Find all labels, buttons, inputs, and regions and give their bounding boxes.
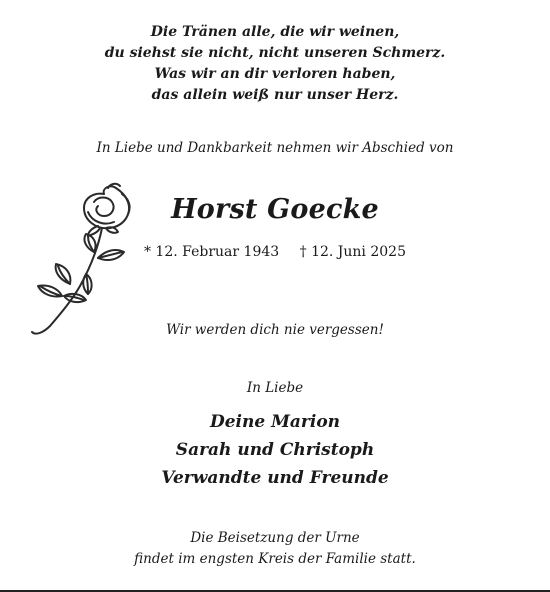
poem-line: du siehst sie nicht, nicht unseren Schmerz.	[104, 45, 446, 61]
life-dates	[0, 244, 550, 260]
mourner-line: Verwandte und Freunde	[161, 468, 389, 488]
poem-verse	[0, 22, 550, 106]
mourner-line: Sarah und Christoph	[175, 440, 375, 460]
deceased-name: Horst Goecke	[171, 194, 379, 225]
poem-line: Die Tränen alle, die wir weinen,	[150, 24, 400, 40]
birth-date: * 12. Februar 1943	[143, 244, 280, 260]
burial-line: Die Beisetzung der Urne	[190, 530, 360, 546]
burial-notice	[0, 528, 550, 570]
burial-line: findet im engsten Kreis der Familie statt.	[134, 551, 416, 567]
poem-line: Was wir an dir verloren haben,	[154, 66, 396, 82]
farewell-intro: In Liebe und Dankbarkeit nehmen wir Abschied von	[96, 140, 454, 156]
in-love-label: In Liebe	[246, 380, 304, 396]
poem-line: das allein weiß nur unser Herz.	[151, 87, 399, 103]
death-date: † 12. Juni 2025	[299, 244, 406, 260]
mourners-list	[0, 408, 550, 492]
mourner-line: Deine Marion	[209, 412, 341, 432]
motto: Wir werden dich nie vergessen!	[166, 322, 384, 338]
